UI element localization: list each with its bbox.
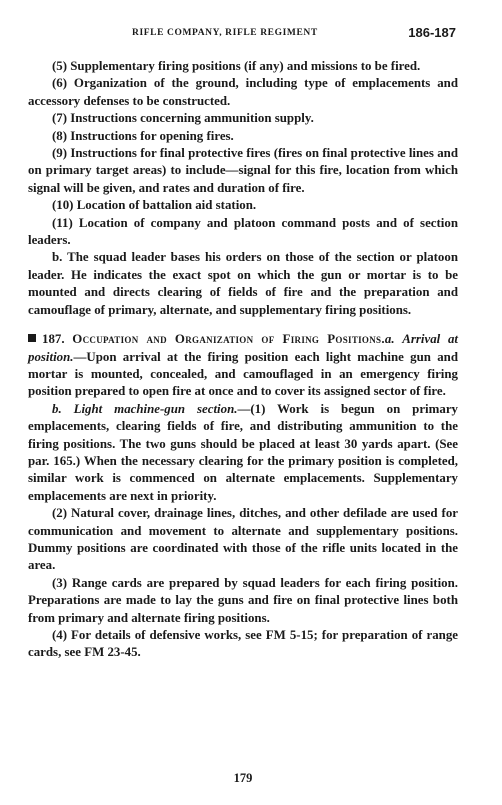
document-body bbox=[28, 58, 458, 662]
subsection-a-label: a. bbox=[384, 332, 395, 347]
list-item: (6) Organization of the ground, including type of emplacements and accessory defenses to be constructed. bbox=[28, 76, 458, 108]
subsection-a-text: —Upon arrival at the firing position each light machine gun and mortar is mounted, concealed, and camouflaged in an emergency firing position prepared to open fire at once and to cover its assigned sector of fire. bbox=[28, 349, 458, 399]
subsection-b-label: b. bbox=[52, 401, 62, 416]
section-bullet-icon bbox=[28, 334, 36, 342]
subsection-b-text: —(1) Work is begun on primary emplacements, clearing fields of fire, and distributing ammunition to the firing positions. The two guns should be placed at least 30 yards apart. (See par. 165.) When the necessary clearing for the primary position is completed, similar work is commenced on alternate emplacements. Supplementary emplacements are next in priority. bbox=[28, 401, 458, 503]
list-item: (3) Range cards are prepared by squad leaders for each firing position. Preparations are made to lay the guns and fire on final protective lines both from primary and alternate firing positions. bbox=[28, 575, 458, 625]
paragraph-b: b. The squad leader bases his orders on those of the section or platoon leader. He indicates the exact spot on which the gun or mortar is to be mounted and directs clearing of fields of fire and the preparation and camouflage of primary, alternate, and supplementary firing positions. bbox=[28, 250, 458, 317]
list-item: (7) Instructions concerning ammunition supply. bbox=[52, 111, 314, 126]
subsection-b-title: Light machine-gun section. bbox=[73, 401, 238, 416]
list-item: (10) Location of battalion aid station. bbox=[52, 198, 257, 213]
paragraph-range: 186-187 bbox=[408, 25, 456, 40]
list-item: (11) Location of company and platoon command posts and of section leaders. bbox=[28, 215, 458, 248]
list-item: (9) Instructions for final protective fires (fires on final protective lines and on primary target areas) to include—signal for this fire, location from which signal will be given, and rates and duration of fire. bbox=[28, 146, 458, 195]
running-title: RIFLE COMPANY, RIFLE REGIMENT bbox=[132, 28, 318, 38]
section-number: 187. bbox=[42, 332, 65, 347]
section-gap bbox=[28, 319, 458, 331]
list-item: (8) Instructions for opening fires. bbox=[52, 128, 234, 143]
list-item: (4) For details of defensive works, see FM 5-15; for preparation of range cards, see FM 23-45. bbox=[28, 628, 458, 660]
list-item: (2) Natural cover, drainage lines, ditches, and other defilade are used for communication and movement to alternate and supplementary positions. Dummy positions are coordinated with those of the rifle units located in the area. bbox=[28, 506, 458, 573]
running-head bbox=[28, 24, 458, 44]
page-number: 179 bbox=[233, 771, 253, 785]
subsection-b bbox=[28, 401, 458, 505]
section-187-heading bbox=[28, 331, 458, 401]
document-page bbox=[28, 24, 458, 794]
list-item: (5) Supplementary firing positions (if any) and missions to be fired. bbox=[52, 59, 421, 73]
section-title: Occupation and Organization of Firing Positions. bbox=[72, 332, 385, 347]
subsection-a-title: Arrival at position. bbox=[28, 332, 458, 364]
